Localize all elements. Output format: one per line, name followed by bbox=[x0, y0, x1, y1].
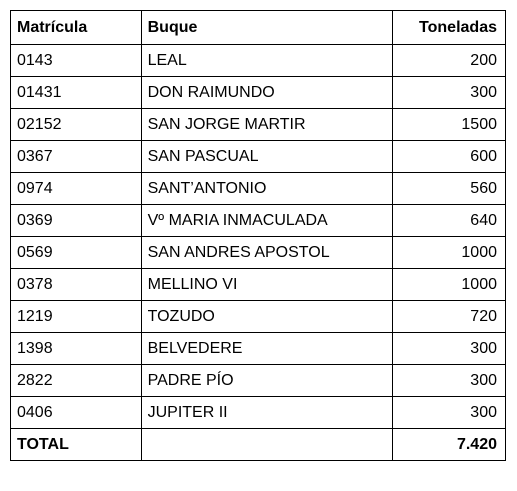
cell-toneladas: 600 bbox=[393, 141, 506, 173]
cell-toneladas: 300 bbox=[393, 77, 506, 109]
table-row bbox=[11, 301, 506, 333]
cell-toneladas: 1000 bbox=[393, 237, 506, 269]
table-row bbox=[11, 45, 506, 77]
cell-buque: LEAL bbox=[141, 45, 393, 77]
cell-buque: DON RAIMUNDO bbox=[141, 77, 393, 109]
table-row bbox=[11, 173, 506, 205]
cell-matricula: 0974 bbox=[11, 173, 142, 205]
table-row bbox=[11, 141, 506, 173]
cell-toneladas: 640 bbox=[393, 205, 506, 237]
cell-toneladas: 300 bbox=[393, 365, 506, 397]
cell-buque: JUPITER II bbox=[141, 397, 393, 429]
header-buque: Buque bbox=[141, 11, 393, 45]
cell-buque: SAN PASCUAL bbox=[141, 141, 393, 173]
total-value: 7.420 bbox=[393, 429, 506, 461]
cell-matricula: 2822 bbox=[11, 365, 142, 397]
header-matricula: Matrícula bbox=[11, 11, 142, 45]
cell-toneladas: 720 bbox=[393, 301, 506, 333]
table-header-row bbox=[11, 11, 506, 45]
cell-matricula: 0143 bbox=[11, 45, 142, 77]
table-row bbox=[11, 77, 506, 109]
table-row bbox=[11, 205, 506, 237]
header-toneladas: Toneladas bbox=[393, 11, 506, 45]
total-empty-cell bbox=[141, 429, 393, 461]
cell-buque: SAN JORGE MARTIR bbox=[141, 109, 393, 141]
table-row bbox=[11, 237, 506, 269]
cell-matricula: 0367 bbox=[11, 141, 142, 173]
cell-toneladas: 1000 bbox=[393, 269, 506, 301]
cell-buque: Vº MARIA INMACULADA bbox=[141, 205, 393, 237]
cell-matricula: 0569 bbox=[11, 237, 142, 269]
cell-toneladas: 1500 bbox=[393, 109, 506, 141]
cell-toneladas: 560 bbox=[393, 173, 506, 205]
table-row bbox=[11, 365, 506, 397]
vessel-tonnage-table bbox=[10, 10, 506, 461]
cell-buque: SAN ANDRES APOSTOL bbox=[141, 237, 393, 269]
cell-matricula: 0406 bbox=[11, 397, 142, 429]
cell-matricula: 0378 bbox=[11, 269, 142, 301]
cell-matricula: 01431 bbox=[11, 77, 142, 109]
cell-matricula: 1219 bbox=[11, 301, 142, 333]
cell-toneladas: 300 bbox=[393, 333, 506, 365]
table-row bbox=[11, 333, 506, 365]
cell-buque: MELLINO VI bbox=[141, 269, 393, 301]
cell-matricula: 1398 bbox=[11, 333, 142, 365]
cell-buque: PADRE PÍO bbox=[141, 365, 393, 397]
cell-toneladas: 300 bbox=[393, 397, 506, 429]
table-row bbox=[11, 109, 506, 141]
table-row bbox=[11, 397, 506, 429]
cell-matricula: 0369 bbox=[11, 205, 142, 237]
total-label: TOTAL bbox=[11, 429, 142, 461]
cell-matricula: 02152 bbox=[11, 109, 142, 141]
cell-buque: SANT’ANTONIO bbox=[141, 173, 393, 205]
table-row bbox=[11, 269, 506, 301]
total-row bbox=[11, 429, 506, 461]
cell-buque: BELVEDERE bbox=[141, 333, 393, 365]
cell-buque: TOZUDO bbox=[141, 301, 393, 333]
cell-toneladas: 200 bbox=[393, 45, 506, 77]
